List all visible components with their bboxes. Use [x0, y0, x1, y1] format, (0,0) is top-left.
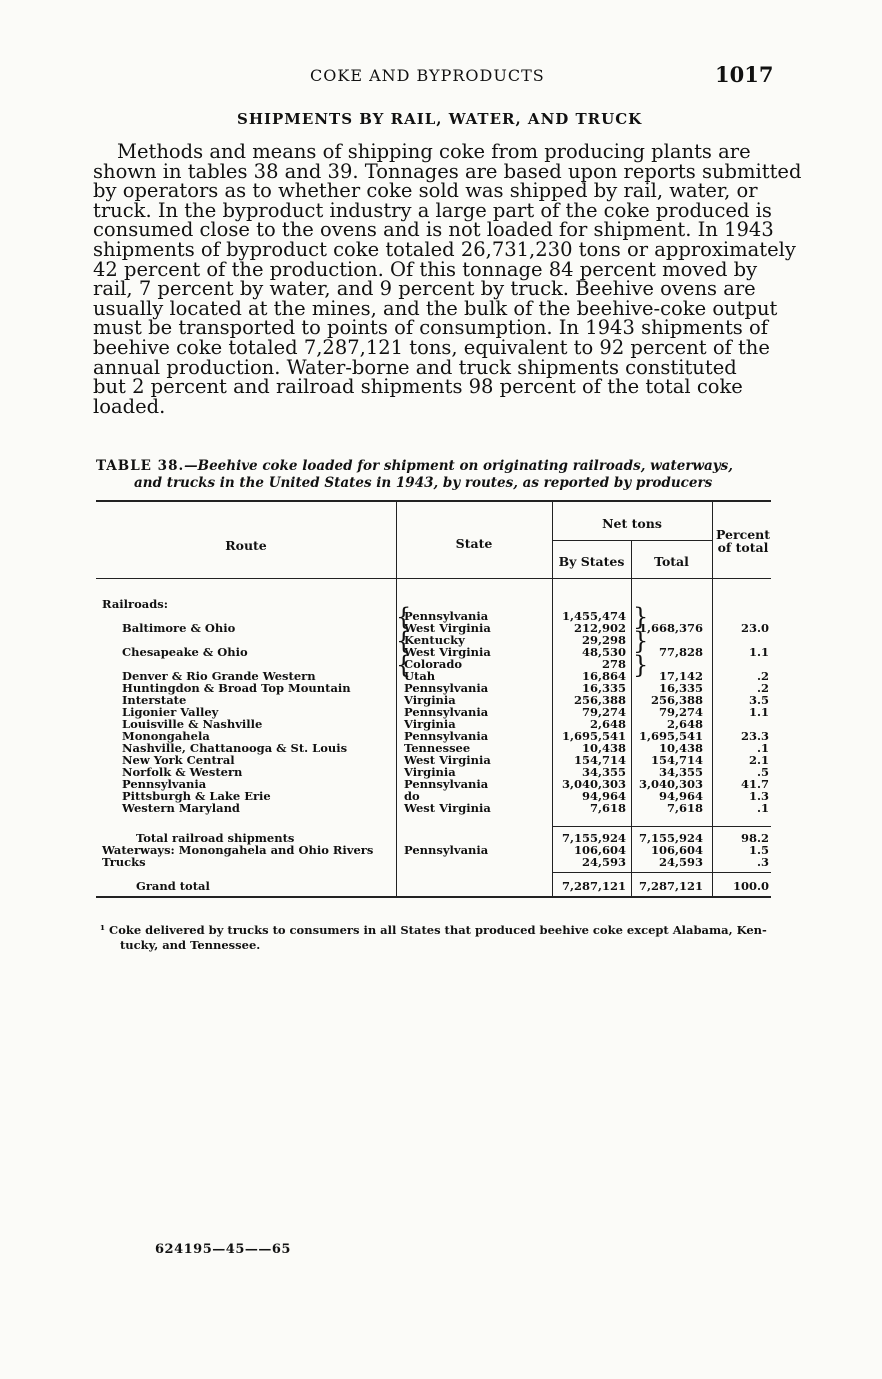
route-cell: Louisville & Nashville [122, 717, 263, 731]
percent-cell: 23.3 [740, 729, 769, 743]
route-cell: Baltimore & Ohio [122, 621, 236, 635]
percent-cell: .1 [756, 741, 769, 755]
running-header-title: COKE AND BYPRODUCTS [310, 66, 545, 85]
total-brace-denver: } [633, 651, 649, 679]
print-code: 624195—45——65 [155, 1242, 291, 1257]
table-top-rule [96, 500, 771, 502]
by-states-cell: 1,695,541 [561, 729, 626, 743]
state-cell: West Virginia [404, 621, 491, 635]
by-states-cell: 1,455,474 [561, 609, 626, 623]
by-states-cell: 16,864 [581, 669, 626, 683]
state-cell: do [404, 789, 420, 803]
state-cell: Pennsylvania [404, 705, 489, 719]
total-cell: 1,695,541 [638, 729, 703, 743]
total-brace-chesapeake: } [633, 627, 649, 655]
route-cell: Monongahela [122, 729, 210, 743]
col-header-total: Total [654, 554, 689, 569]
by-states-cell: 16,335 [581, 681, 626, 695]
percent-cell: 98.2 [740, 831, 769, 845]
section-title: SHIPMENTS BY RAIL, WATER, AND TRUCK [237, 110, 643, 128]
net-tons-rule [552, 540, 712, 541]
paragraph-line: loaded. [93, 394, 166, 418]
total-cell: 17,142 [658, 669, 703, 683]
state-brace-denver: { [396, 651, 412, 679]
by-states-cell: 94,964 [581, 789, 626, 803]
state-cell: Tennessee [404, 741, 471, 755]
paragraph-line: beehive coke totaled 7,287,121 tons, equivalent to 92 percent of the [93, 335, 770, 359]
route-cell: New York Central [122, 753, 235, 767]
percent-cell: 23.0 [740, 621, 769, 635]
route-cell: Grand total [136, 879, 210, 893]
state-cell: Pennsylvania [404, 681, 489, 695]
paragraph-line: annual production. Water-borne and truck shipments constituted [93, 355, 737, 379]
state-cell: Pennsylvania [404, 729, 489, 743]
percent-cell: .3 [756, 855, 769, 869]
state-cell: Virginia [404, 717, 456, 731]
percent-cell: .2 [756, 669, 769, 683]
route-cell: Ligonier Valley [122, 705, 219, 719]
state-cell: Colorado [404, 657, 463, 671]
route-cell: Pennsylvania [122, 777, 207, 791]
state-brace-chesapeake: { [396, 627, 412, 655]
state-cell: Utah [404, 669, 436, 683]
col-header-route: Route [225, 538, 267, 553]
total-cell: 7,618 [666, 801, 703, 815]
header-bottom-rule [96, 578, 771, 579]
table-caption-line1: —Beehive coke loaded for shipment on originating railroads, waterways, [184, 458, 733, 474]
body-paragraph [93, 140, 802, 418]
total-cell: 34,355 [658, 765, 703, 779]
by-states-cell: 79,274 [581, 705, 626, 719]
total-cell: 77,828 [658, 645, 703, 659]
state-brace-baltimore: { [396, 603, 412, 631]
route-cell: Railroads: [102, 597, 168, 611]
by-states-cell: 106,604 [573, 843, 626, 857]
state-cell: West Virginia [404, 645, 491, 659]
by-states-cell: 278 [601, 657, 626, 671]
state-cell: Pennsylvania [404, 609, 489, 623]
total-cell: 24,593 [658, 855, 703, 869]
col-header-state: State [455, 536, 493, 551]
table-caption [96, 458, 776, 492]
percent-cell: .5 [756, 765, 769, 779]
grand-total-rule [552, 872, 771, 873]
total-cell: 256,388 [650, 693, 703, 707]
table-caption-line2: and trucks in the United States in 1943, by routes, as reported by producers [134, 475, 713, 491]
total-cell: 94,964 [658, 789, 703, 803]
by-states-cell: 29,298 [581, 633, 626, 647]
table-row [96, 880, 771, 892]
by-states-cell: 256,388 [573, 693, 626, 707]
percent-cell: 1.1 [748, 705, 769, 719]
percent-cell: 1.1 [748, 645, 769, 659]
paragraph-line: by operators as to whether coke sold was shipped by rail, water, or [93, 179, 758, 203]
route-cell: Huntingdon & Broad Top Mountain [122, 681, 351, 695]
by-states-cell: 2,648 [589, 717, 626, 731]
table-bottom-rule [96, 896, 771, 898]
by-states-cell: 34,355 [581, 765, 626, 779]
state-cell: Virginia [404, 693, 456, 707]
paragraph-line: consumed close to the ovens and is not loaded for shipment. In 1943 [93, 218, 774, 242]
percent-cell: 3.5 [748, 693, 769, 707]
percent-cell: 1.5 [748, 843, 769, 857]
total-cell: 2,648 [666, 717, 703, 731]
percent-cell: 2.1 [748, 753, 769, 767]
route-cell: Waterways: Monongahela and Ohio Rivers [102, 843, 374, 857]
paragraph-line: must be transported to points of consumption. In 1943 shipments of [93, 316, 768, 340]
paragraph-line: but 2 percent and railroad shipments 98 percent of the total coke [93, 375, 743, 399]
by-states-cell: 48,530 [581, 645, 626, 659]
paragraph-line: 42 percent of the production. Of this tonnage 84 percent moved by [93, 257, 758, 281]
route-cell: Nashville, Chattanooga & St. Louis [122, 741, 348, 755]
table-row [96, 856, 771, 868]
paragraph-line: usually located at the mines, and the bulk of the beehive-coke output [93, 296, 778, 320]
col-header-percent: Percent of total [715, 527, 771, 555]
route-cell: Total railroad shipments [136, 831, 295, 845]
table-row [96, 802, 771, 814]
paragraph-line: truck. In the byproduct industry a large part of the coke produced is [93, 198, 772, 222]
total-cell: 154,714 [650, 753, 703, 767]
paragraph-line: Methods and means of shipping coke from producing plants are [117, 140, 751, 163]
paragraph-line: rail, 7 percent by water, and 9 percent by truck. Beehive ovens are [93, 277, 756, 301]
by-states-cell: 3,040,303 [561, 777, 626, 791]
total-brace-baltimore: } [633, 603, 649, 631]
footnote-line: tucky, and Tennessee. [120, 938, 261, 952]
total-rail-rule [552, 826, 771, 827]
footnote-line: ¹ Coke delivered by trucks to consumers in all States that produced beehive coke except Alabama, Ken- [100, 923, 767, 937]
state-cell: West Virginia [404, 801, 491, 815]
state-cell: Virginia [404, 765, 456, 779]
route-cell: Norfolk & Western [122, 765, 243, 779]
state-cell: Pennsylvania [404, 777, 489, 791]
route-cell: Chesapeake & Ohio [122, 645, 248, 659]
total-cell: 7,287,121 [638, 879, 703, 893]
by-states-cell: 10,438 [581, 741, 626, 755]
col-header-net-tons: Net tons [602, 516, 662, 531]
route-cell: Pittsburgh & Lake Erie [122, 789, 271, 803]
paragraph-line: shipments of byproduct coke totaled 26,731,230 tons or approximately [93, 237, 796, 261]
state-cell: West Virginia [404, 753, 491, 767]
route-cell: Trucks [102, 855, 146, 869]
table-label: TABLE 38. [96, 458, 185, 474]
total-cell: 79,274 [658, 705, 703, 719]
state-cell: Pennsylvania [404, 843, 489, 857]
by-states-cell: 154,714 [573, 753, 626, 767]
by-states-cell: 24,593 [581, 855, 626, 869]
percent-cell: 1.3 [748, 789, 769, 803]
state-cell: Kentucky [404, 633, 465, 647]
by-states-cell: 7,618 [589, 801, 626, 815]
total-cell: 16,335 [658, 681, 703, 695]
page-number: 1017 [715, 62, 774, 87]
route-cell: Interstate [122, 693, 187, 707]
by-states-cell: 7,155,924 [561, 831, 626, 845]
table-footnote [100, 923, 770, 953]
total-cell: 7,155,924 [638, 831, 703, 845]
route-cell: Western Maryland [122, 801, 240, 815]
route-cell: Denver & Rio Grande Western [122, 669, 316, 683]
paragraph-line: shown in tables 38 and 39. Tonnages are based upon reports submitted [93, 159, 802, 183]
percent-cell: .1 [756, 801, 769, 815]
col-header-by-states: By States [558, 554, 625, 569]
total-cell: 1,668,376 [638, 621, 703, 635]
percent-cell: .2 [756, 681, 769, 695]
by-states-cell: 7,287,121 [561, 879, 626, 893]
percent-cell: 100.0 [732, 879, 769, 893]
total-cell: 106,604 [650, 843, 703, 857]
total-cell: 3,040,303 [638, 777, 703, 791]
total-cell: 10,438 [658, 741, 703, 755]
percent-cell: 41.7 [740, 777, 769, 791]
by-states-cell: 212,902 [573, 621, 626, 635]
